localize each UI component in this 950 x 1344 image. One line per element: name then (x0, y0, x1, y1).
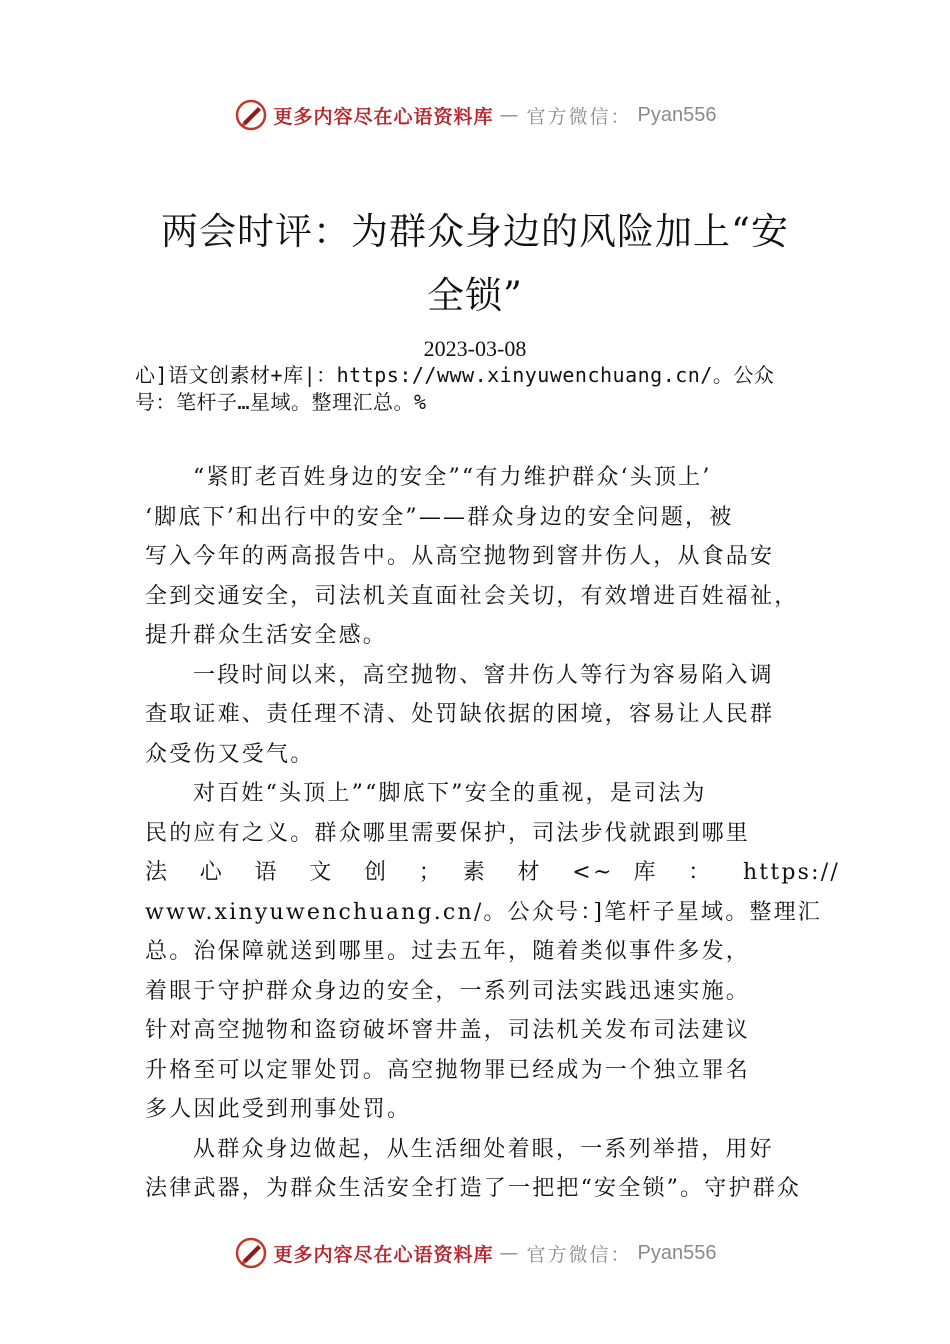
paragraph-line: 查取证难、责任理不清、处罚缺依据的困境，容易让人民群 (145, 702, 775, 727)
paragraph-line: 一段时间以来，高空抛物、窨井伤人等行为容易陷入调 (193, 662, 774, 688)
banner-wechat-label: 官方微信： (526, 105, 632, 128)
footer-banner (0, 1233, 950, 1273)
source-note-line: 心]语文创素材+库|：https://www.xinyuwenchuang.cn/。公众 (135, 363, 775, 387)
paragraph-line: 众受伤又受气。 (145, 741, 315, 767)
paragraph-line: 全到交通安全，司法机关直面社会关切，有效增进百姓福祉， (145, 583, 799, 609)
brand-logo-icon (234, 98, 268, 132)
paragraph-line: 民的应有之义。群众哪里需要保护，司法步伐就跟到哪里 (145, 820, 751, 846)
banner-wechat-label: 官方微信： (526, 1243, 632, 1266)
paragraph-line: 提升群众生活安全感。 (145, 623, 388, 648)
paragraph-line: “紧盯老百姓身边的安全”“有力维护群众‘头顶上’ (193, 465, 712, 490)
paragraph-line: 总。治保障就送到哪里。过去五年，随着类似事件多发， (145, 939, 751, 964)
article-body (135, 362, 840, 1209)
banner-wechat-id: Pyan556 (637, 103, 717, 126)
paragraph-line: 升格至可以定罪处罚。高空抛物罪已经成为一个独立罪名 (145, 1057, 751, 1083)
article-date: 2023-03-08 (423, 336, 527, 361)
banner-brand-text: 更多内容尽在心语资料库 (273, 105, 494, 128)
paragraph-line: 法律武器，为群众生活安全打造了一把把“安全锁”。守护群众 (145, 1176, 802, 1201)
paragraph-line: 写入今年的两高报告中。从高空抛物到窨井伤人，从食品安 (145, 544, 775, 569)
paragraph-line: 针对高空抛物和盗窃破坏窨井盖，司法机关发布司法建议 (145, 1018, 751, 1043)
banner-brand-text: 更多内容尽在心语资料库 (273, 1243, 494, 1266)
banner-wechat-id: Pyan556 (637, 1241, 717, 1264)
paragraph-line: 法 心 语 文 创 ； 素 材 <~ 库 ： https:// (145, 860, 840, 885)
header-banner (0, 95, 950, 135)
article-title: 两会时评：为群众身边的风险加上“安全锁” (161, 210, 789, 317)
paragraph-line: www.xinyuwenchuang.cn/。公众号：]笔杆子星域。整理汇 (145, 899, 823, 925)
brand-logo-icon (234, 1236, 268, 1270)
banner-dash: — (499, 1242, 521, 1264)
paragraph-line: 着眼于守护群众身边的安全，一系列司法实践迅速实施。 (145, 978, 751, 1004)
paragraph-line: 从群众身边做起，从生活细处着眼，一系列举措，用好 (193, 1136, 774, 1162)
paragraph-line: ‘脚底下’和出行中的安全”——群众身边的安全问题，被 (145, 504, 734, 530)
paragraph-line: 多人因此受到刑事处罚。 (145, 1097, 412, 1122)
banner-dash: — (499, 104, 521, 126)
paragraph-line: 对百姓“头顶上”“脚底下”安全的重视，是司法为 (193, 781, 707, 806)
source-note-line: 号：笔杆子…星域。整理汇总。% (135, 390, 427, 414)
